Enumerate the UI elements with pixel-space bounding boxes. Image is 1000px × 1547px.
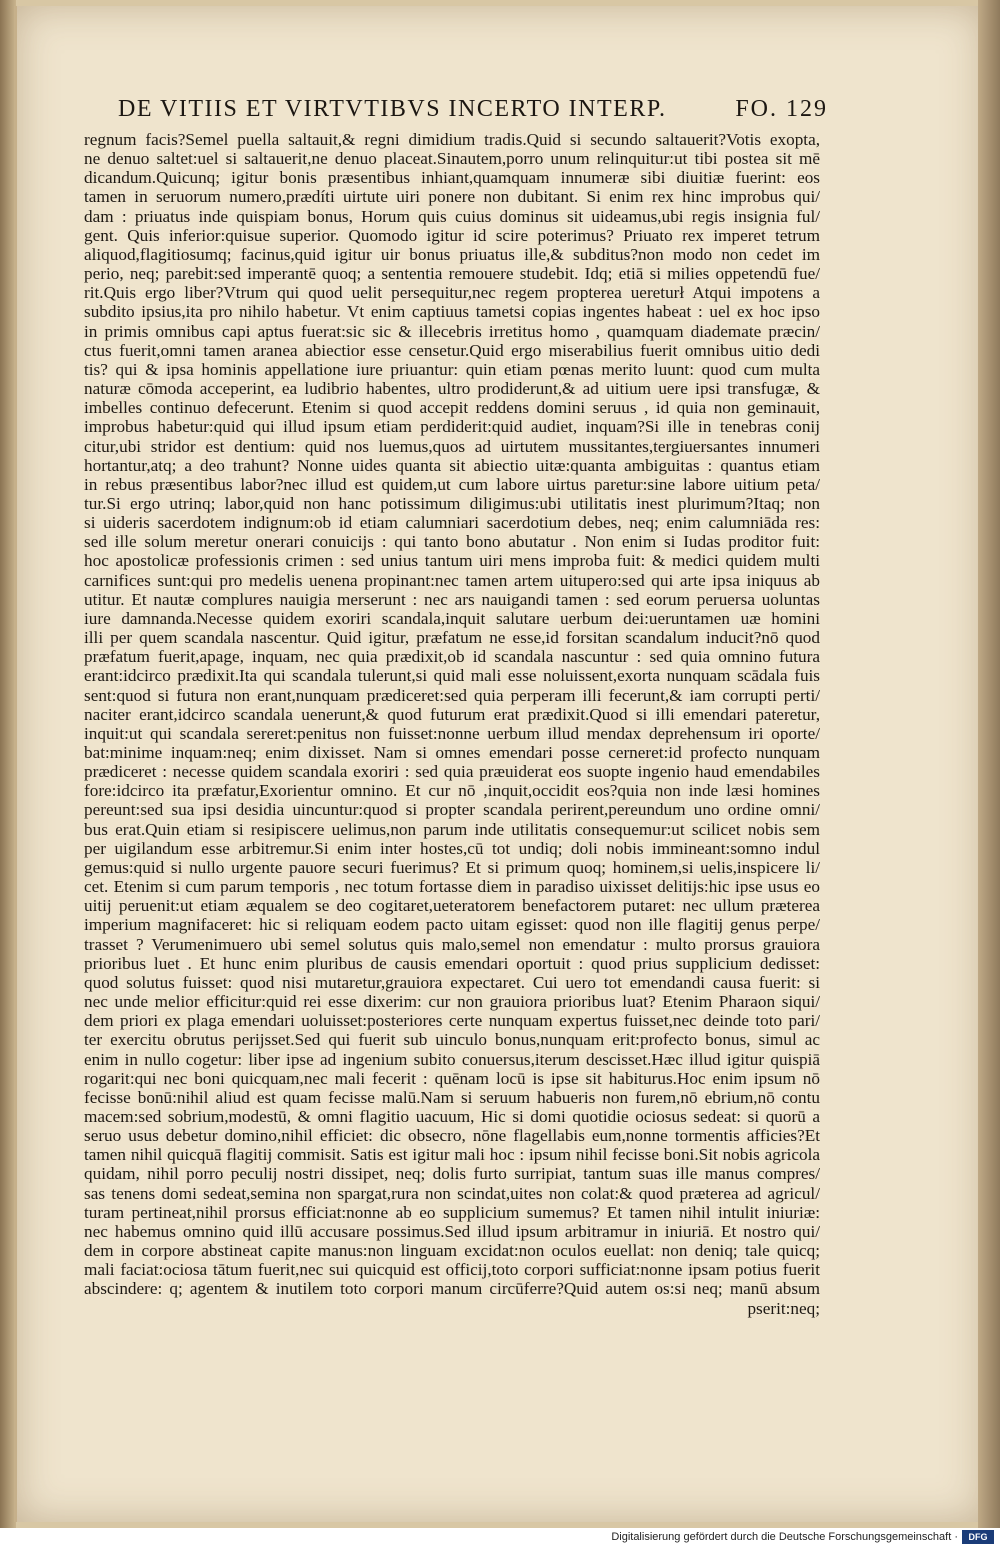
text-line: hoc apostolicæ professionis crimen : sed unius tantum uiri mens improba fuit: & medici quidem multi: [84, 551, 820, 571]
text-line: iure damnanda.Necesse quidem exoriri scandala,inquit salutare uerbum dei:ueruntamen uæ homini: [84, 608, 820, 628]
text-line: prioribus luet . Et hunc enim pluribus de causis emendari oportuit : quod prius supplicium dedisset:: [84, 953, 820, 973]
text-line: uitij peruenit:ut etiam æqualem se deo cogitaret,ueteratorem benefactorem putaret: nec ullum præterea: [84, 896, 820, 916]
text-line: perio, neq; parebit:sed imperantē quoq; a sententia remouere studebit. Idq; etiā si milies oppetendū fue/: [84, 264, 820, 284]
running-title: DE VITIIS ET VIRTVTIBVS INCERTO INTERP.: [118, 96, 667, 122]
text-line: in rebus præsentibus labor?nec illud est quidem,ut cum labore uirtus paretur:sine labore uitium peta/: [84, 474, 820, 494]
text-line: mali faciat:ociosa tātum fuerit,nec sui quicquid est officij,toto corpori sufficiat:nonne ipsam potius fuerit: [84, 1260, 820, 1280]
text-line: sas tenens domi sedeat,semina non spargat,rura non scindat,uites non colat:& quod præterea ad agricul/: [84, 1183, 820, 1203]
text-line: fecisse bonū:nihil aliud est quam fecisse malū.Nam si seruum habueris non furem,nō ebrium,nō contu: [84, 1087, 820, 1107]
text-line: rit.Quis ergo liber?Vtrum qui quod uelit persequitur,nec regem propterea uereturł Atqui impotens a: [84, 283, 820, 303]
text-line: dem priori ex plaga emendari uoluisset:posteriores certe nunquam expertus fuisset,nec deinde toto pari/: [84, 1011, 820, 1031]
text-line: tur.Si ergo utrinq; labor,quid non hanc potissimum diligimus:ubi utilitatis inest plurimum?Itaq; non: [84, 493, 820, 513]
text-line: sed ille solum meretur onerari conuicijs : qui tanto bono abutatur . Non enim si Iudas proditor fuit:: [84, 532, 820, 552]
text-line: ter exercitu obrutus perijsset.Sed qui fuerit sub uinculo bonus,nunquam erit:profecto bonus, simul ac: [84, 1030, 820, 1050]
text-line: abscindere: q; agentem & inutilem toto corpori manum circūferre?Quid autem os:si neq; manū absum: [84, 1279, 820, 1299]
text-line: seruo usus debetur domino,nihil efficiet: dic obsecro, nōne flagellabis eum,nonne tormentis afficies?Et: [84, 1126, 820, 1146]
text-line: erant:idcirco prædixit.Ita qui scandala tulerunt,si quid mali esse noluissent,exorta nunquam scādala fuis: [84, 666, 820, 686]
folio-number: FO. 129: [735, 96, 828, 122]
text-line: præfatum fuerit,apage, inquam, nec quia prædixit,ob id scandala nascuntur : sed quia omnino futura: [84, 647, 820, 667]
text-line: sent:quod si futura non erant,nunquam prædiceret:sed quia perperam illi fecerunt,& iam corrupti perti/: [84, 685, 820, 705]
text-line: prædiceret : necesse quidem scandala exoriri : sed quia præuiderat eos suopte ingenio haud emendabiles: [84, 762, 820, 782]
text-line: imperium magnifaceret: hic si reliquam eodem pacto uitam egisset: quod non ille flagitij genus perpe/: [84, 915, 820, 935]
text-line: subdito ipsius,ita pro nihilo habetur. Vt enim captiuus tametsi copias ingentes habeat : uel ex hoc ipso: [84, 302, 820, 322]
digitization-footer: [0, 1528, 1000, 1547]
text-line: regnum facis?Semel puella saltauit,& regni dimidium tradis.Quid si secundo saltauerit?Votis exopta,: [84, 130, 820, 149]
text-line: gemus:quid si nullo urgente pauore securi fuerimus? Et si primum quoq; hominem,si uelis,inspicere li/: [84, 857, 820, 877]
text-line: ctus fuerit,omni tamen aranea abiectior esse censetur.Quid ergo miserabilius fuerit omnibus uitio dedi: [84, 340, 820, 360]
text-line: inquit:ut qui scandala sereret:penitus non fuisset:nonne uerbum illud mendax deprehensum iri oporte/: [84, 723, 820, 743]
text-line: improbus habetur:quid qui illud ipsum etiam perdiderit:quid audiet, inquam?Si ille in tenebras conij: [84, 417, 820, 437]
text-line: trasset ? Verumenimuero ubi semel solutus quis malo,semel non emendatur : multo prorsus grauiora: [84, 934, 820, 954]
text-line: utitur. Et nautæ complures nauigia merserunt : nec ars nauigandi tamen : sed eorum peruersa uoluntas: [84, 589, 820, 609]
text-line: illi per quem scandala nascentur. Quid igitur, præfatum ne esse,id forsitan scandalum inducit?nō quod: [84, 628, 820, 648]
text-line: aliquod,flagitiosumq; facinus,quid igitur uir bonus priuatus ille,& subditus?non modo non cedet im: [84, 244, 820, 264]
text-line: in primis omnibus capi aptus fuerat:sic sic & illecebris irretitus homo , quamquam diademate præcin/: [84, 321, 820, 341]
text-line: naturæ cōmoda acceperint, ea ludibrio habentes, ultro prodiderunt,& ad uitium uere ipsi transfugæ, &: [84, 379, 820, 399]
text-line: per uigilandum esse arbitremur.Si enim inter hostes,cū tot undiq; doli nobis immineant:somno indul: [84, 838, 820, 858]
text-line: macem:sed sobrium,modestū, & omni flagitio uacuum, Hic si domi quotidie ociosus sedeat: si quorū a: [84, 1106, 820, 1126]
text-line: cet. Etenim si cum parum temporis , nec totum fortasse diem in paradiso uixisset delitijs:hic ipse usus eo: [84, 877, 820, 897]
text-line: quod solutus fuisset: quod nisi mutaretur,grauiora expectaret. Cui uero tot emendandi causa fuerit: si: [84, 972, 820, 992]
text-line: pereunt:sed sua ipsi desidia uincuntur:quod si propter scandala perirent,pereundum uno ordine omni/: [84, 800, 820, 820]
page-edge: [978, 0, 1000, 1528]
text-line: nec unde melior efficitur:quid rei esse dixerim: cur non grauiora prioribus luat? Etenim Pharaon siqui/: [84, 992, 820, 1012]
text-line: quidam, nihil porro peculij nostri dissipet, neq; dolis furto surripiat, tantum suas ille manus compres/: [84, 1164, 820, 1184]
text-line: bat:minime inquam:neq; enim dixisset. Nam si omnes emendari posse cerneret:id profecto nunquam: [84, 743, 820, 762]
text-line: tamen in seruorum numero,prædíti uirtute uiri ponere non dubitant. Si enim rex hinc improbus qui/: [84, 187, 820, 207]
text-line: hortantur,atq; a deo trahunt? Nonne uides quanta sit abiectio uitæ:quanta ambiguitas : quantus etiam: [84, 455, 820, 475]
text-line: rogarit:qui nec boni quicquam,nec mali fecerit : quēnam locū is ipse sit habiturus.Hoc enim ipsum nō: [84, 1068, 820, 1088]
funding-credit: Digitalisierung gefördert durch die Deutsche Forschungsgemeinschaft ·: [611, 1531, 958, 1543]
text-line: imbelles continuo defecerunt. Etenim si quod accepit reddens domini seruus , id quia non geminauit,: [84, 398, 820, 418]
dfg-logo: DFG: [962, 1530, 994, 1544]
text-line: enim in nullo cogetur: liber ipse ad ingenium subito conuersus,iterum descisset.Hæc illud igitur quispiā: [84, 1049, 820, 1069]
text-line: ne denuo saltet:uel si saltauerit,ne denuo placeat.Sinautem,porro unum relinquitur:ut tibi postea sit mē: [84, 149, 820, 169]
body-text: [84, 130, 820, 1318]
text-line: nec habemus omnino quid illū accusare possimus.Sed illud ipsum arbitramur in iniuriā. Et nostro qui/: [84, 1221, 820, 1241]
running-header: [118, 96, 828, 123]
text-line: carnifices sunt:qui pro medelis uenena propinant:nec tamen artem uitupero:sed qui arte ipsa iniquus ab: [84, 570, 820, 590]
text-line: naciter erant,idcirco scandala uenerunt,& quod futurum erat prædixit.Quod si illi emendari pateretur,: [84, 704, 820, 724]
text-line: bus erat.Quin etiam si resipiscere uelimus,non parum inde utilitatis consequemur:ut scilicet nobis sem: [84, 819, 820, 839]
text-line: citur,ubi stridor est dentium: quid nos luemus,quos ad uirtutem mussitantes,tergiuersantes innumeri: [84, 436, 820, 456]
text-line: dam : priuatus inde quispiam bonus, Horum quis cuius dominus sit uideamus,ubi regis insignia ful/: [84, 206, 820, 226]
text-line: gent. Quis inferior:quisue superior. Quomodo igitur id scire poterimus? Priuato rex imperet tetrum: [84, 225, 820, 245]
text-line: dicandum.Quicunq; igitur bonis præsentibus inhiant,quamquam innumeræ sibi diuitiæ fuerint: eos: [84, 168, 820, 188]
text-line: dem in corpore abstineat capite manus:non linguam excidat:non oculos euellat: non deniq; tale quicq;: [84, 1241, 820, 1261]
text-line: tamen nihil quicquā flagitij commisit. Satis est igitur mali hoc : ipsum nihil fecisse boni.Sit nobis agricola: [84, 1145, 820, 1165]
text-line: tis? qui & ipsa hominis appellatione iure priuantur: quin etiam pœnas merito luunt: quod cum multa: [84, 359, 820, 379]
text-line: turam pertineat,nihil prorsus efficiat:nonne ab eo supplicium sumemus? Et tamen nihil intulit iniuriæ:: [84, 1202, 820, 1222]
catchword: pserit:neq;: [747, 1298, 820, 1318]
text-line: si uideris sacerdotem indignum:ob id etiam calumniari sacerdotium debes, neq; enim calumniāda res:: [84, 513, 820, 533]
text-line: fore:idcirco ita præfatur,Exorientur omnino. Et cur nō ,inquit,occidit eos?quia non inde læsi homines: [84, 781, 820, 801]
